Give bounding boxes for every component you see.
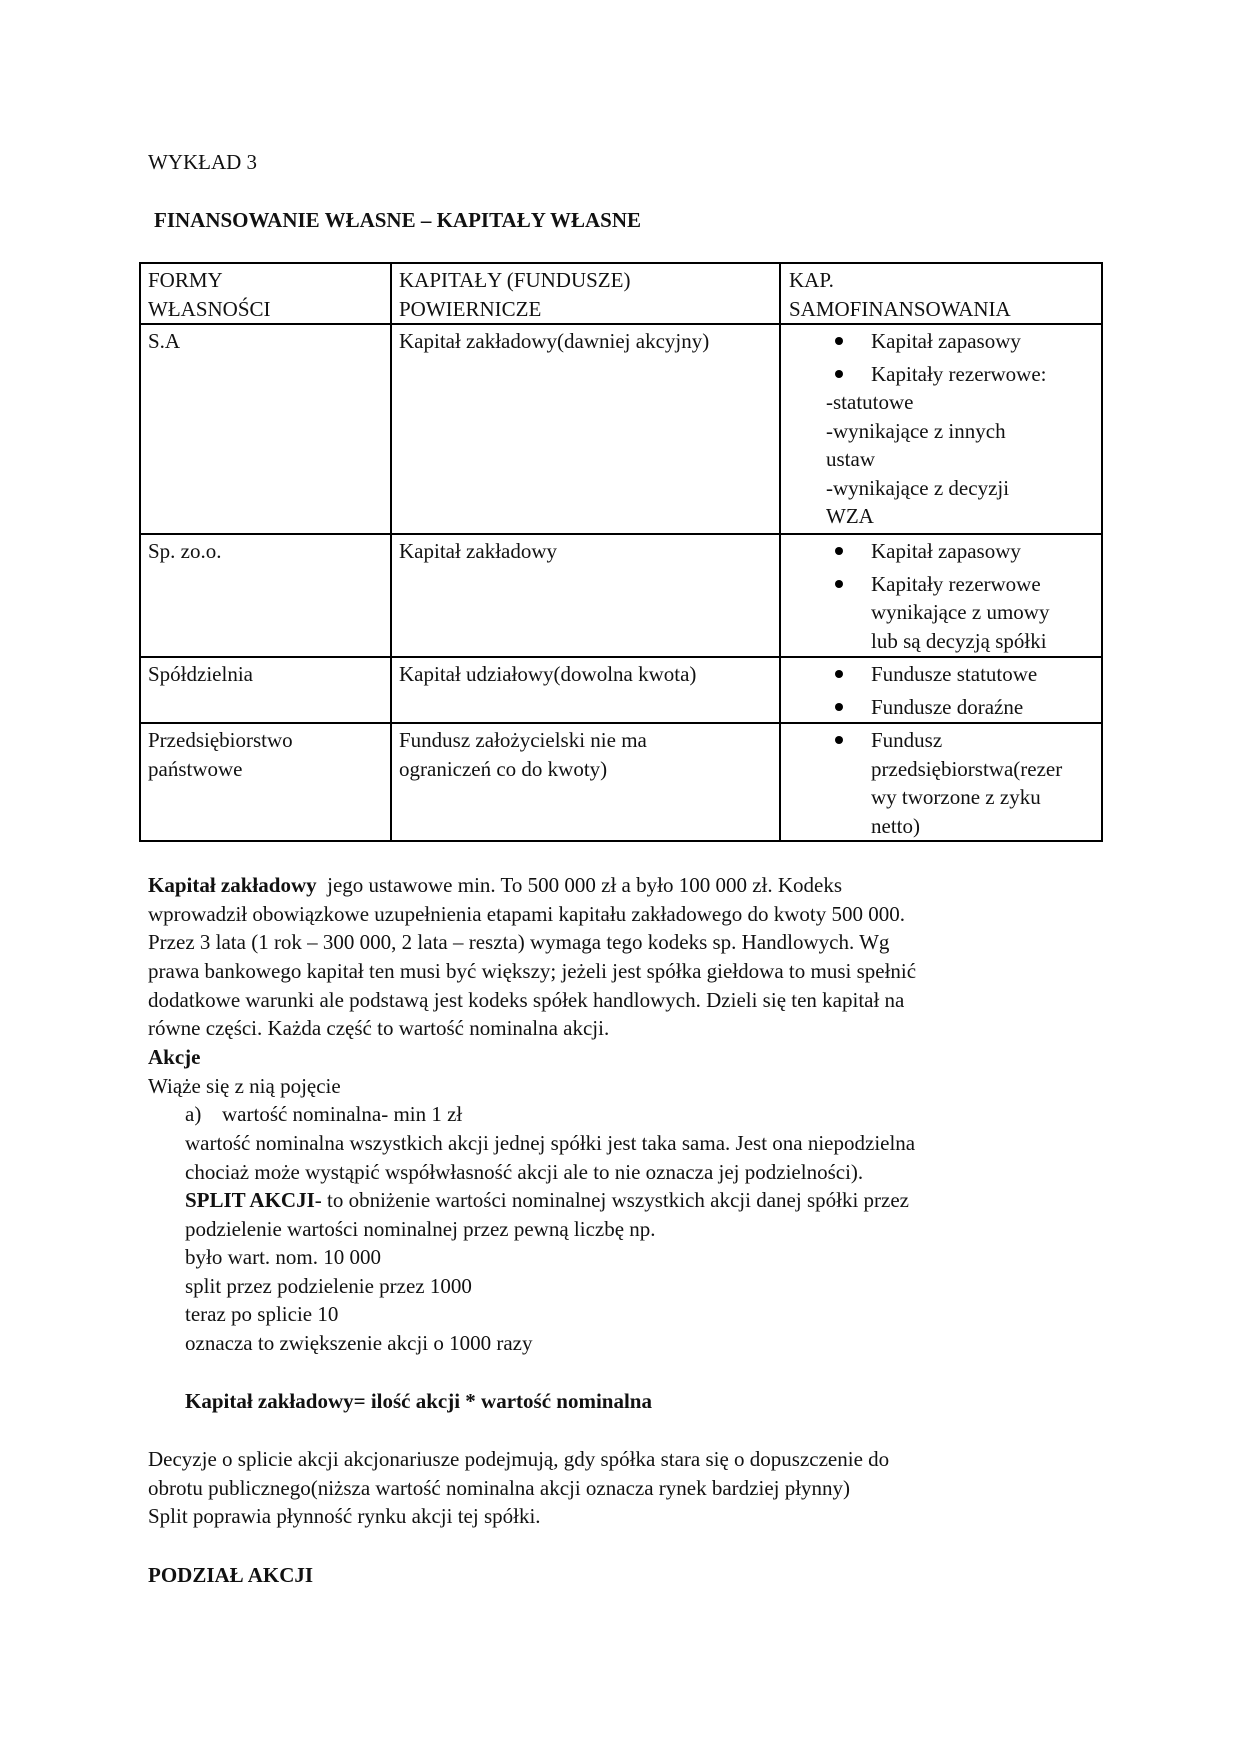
bullet-continuation: przedsiębiorstwa(rezer	[871, 756, 1063, 781]
cell-self-financing	[780, 534, 1102, 657]
bullet-item: Kapitał zapasowy	[789, 327, 1093, 356]
bullet-item: Fundusze doraźne	[789, 693, 1093, 722]
table-row	[140, 723, 1102, 841]
cell-capital	[391, 723, 780, 841]
cell-capital: Kapitał udziałowy(dowolna kwota)	[391, 657, 780, 723]
cell-form: Sp. zo.o.	[140, 534, 391, 657]
paragraph-line: podzielenie wartości nominalnej przez pewną liczbę np.	[185, 1217, 656, 1241]
term-kapital-zakladowy: Kapitał zakładowy	[148, 873, 317, 897]
paragraph-line: Decyzje o splicie akcji akcjonariusze podejmują, gdy spółka stara się o dopuszczenie do	[148, 1447, 890, 1471]
sub-line: -wynikające z innych	[826, 418, 1006, 443]
bullet-item: Kapitał zapasowy	[789, 537, 1093, 566]
paragraph-text: jego ustawowe min. To 500 000 zł a było 100 000 zł. Kodeks	[316, 873, 843, 897]
cell-self-financing	[780, 723, 1102, 841]
bullet-item: Kapitały rezerwowe	[789, 570, 1093, 599]
paragraph-line: split przez podzielenie przez 1000	[185, 1274, 472, 1298]
cell-form	[140, 723, 391, 841]
cell-self-financing	[780, 324, 1102, 534]
header-selffin-line2: SAMOFINANSOWANIA	[789, 296, 1011, 321]
list-marker: a)	[185, 1102, 202, 1126]
akcje-heading: Akcje	[148, 1045, 201, 1069]
section-heading: PODZIAŁ AKCJI	[148, 1563, 314, 1587]
bullet-continuation: lub są decyzją spółki	[871, 628, 1047, 653]
header-cell-self-financing	[780, 263, 1102, 324]
form-line: państwowe	[148, 756, 243, 781]
table-row	[140, 324, 1102, 534]
bullet-continuation: wynikające z umowy	[871, 600, 1050, 624]
bullet-item: Fundusze statutowe	[789, 660, 1093, 689]
sub-line: WZA	[826, 504, 874, 528]
table-header-row	[140, 263, 1102, 324]
header-cell-forms	[140, 263, 391, 324]
bullet-item: Kapitały rezerwowe:	[789, 360, 1093, 389]
paragraph-text: - to obniżenie wartości nominalnej wszystkich akcji danej spółki przez	[314, 1188, 909, 1212]
formula: Kapitał zakładowy= ilość akcji * wartość nominalna	[185, 1389, 652, 1413]
paragraph-line: teraz po splicie 10	[185, 1302, 339, 1326]
sub-line: -statutowe	[826, 390, 914, 414]
lecture-label: WYKŁAD 3	[148, 150, 258, 174]
paragraph-line: dodatkowe warunki ale podstawą jest kodeks spółek handlowych. Dzieli się ten kapitał na	[148, 988, 905, 1012]
cell-self-financing	[780, 657, 1102, 723]
bullet-continuation: wy tworzone z zyku	[871, 785, 1041, 809]
paragraph-line: równe części. Każda część to wartość nominalna akcji.	[148, 1016, 610, 1040]
header-trust-line2: POWIERNICZE	[399, 296, 542, 321]
cell-form: S.A	[140, 324, 391, 534]
table-row	[140, 657, 1102, 723]
term-split-akcji: SPLIT AKCJI	[185, 1188, 315, 1212]
capital-line: ograniczeń co do kwoty)	[399, 756, 608, 781]
header-cell-trust-capital	[391, 263, 780, 324]
form-line: Przedsiębiorstwo	[148, 728, 293, 752]
paragraph-line: oznacza to zwiększenie akcji o 1000 razy	[185, 1331, 533, 1355]
sub-line: ustaw	[826, 447, 875, 471]
capital-table	[139, 262, 1103, 842]
header-forms-line2: WŁASNOŚCI	[148, 296, 271, 321]
header-forms-line1: FORMY	[148, 268, 223, 292]
cell-capital: Kapitał zakładowy	[391, 534, 780, 657]
page-title: FINANSOWANIE WŁASNE – KAPITAŁY WŁASNE	[154, 208, 641, 232]
cell-form: Spółdzielnia	[140, 657, 391, 723]
paragraph-line: wprowadził obowiązkowe uzupełnienia etapami kapitału zakładowego do kwoty 500 000.	[148, 902, 905, 926]
paragraph-line	[148, 871, 842, 899]
bullet-item: Fundusz	[789, 726, 1093, 755]
capital-line: Fundusz założycielski nie ma	[399, 728, 647, 752]
paragraph-line: prawa bankowego kapitał ten musi być większy; jeżeli jest spółka giełdowa to musi spełnić	[148, 959, 917, 983]
paragraph-line: chociaż może wystąpić współwłasność akcji ale to nie oznacza jej podzielności).	[185, 1160, 864, 1184]
akcje-intro: Wiąże się z nią pojęcie	[148, 1074, 341, 1098]
list-item: wartość nominalna- min 1 zł	[222, 1102, 463, 1126]
bullet-continuation: netto)	[871, 813, 920, 838]
paragraph-line: Split poprawia płynność rynku akcji tej spółki.	[148, 1504, 541, 1528]
paragraph-line: wartość nominalna wszystkich akcji jednej spółki jest taka sama. Jest ona niepodzielna	[185, 1131, 916, 1155]
cell-capital: Kapitał zakładowy(dawniej akcyjny)	[391, 324, 780, 534]
sub-line: -wynikające z decyzji	[826, 475, 1010, 500]
paragraph-line: było wart. nom. 10 000	[185, 1245, 381, 1269]
table-row	[140, 534, 1102, 657]
header-trust-line1: KAPITAŁY (FUNDUSZE)	[399, 268, 631, 292]
paragraph-line: Przez 3 lata (1 rok – 300 000, 2 lata – reszta) wymaga tego kodeks sp. Handlowych. Wg	[148, 930, 890, 954]
paragraph-line: obrotu publicznego(niższa wartość nominalna akcji oznacza rynek bardziej płynny)	[148, 1476, 851, 1500]
paragraph-line	[185, 1186, 909, 1214]
header-selffin-line1: KAP.	[789, 268, 834, 292]
